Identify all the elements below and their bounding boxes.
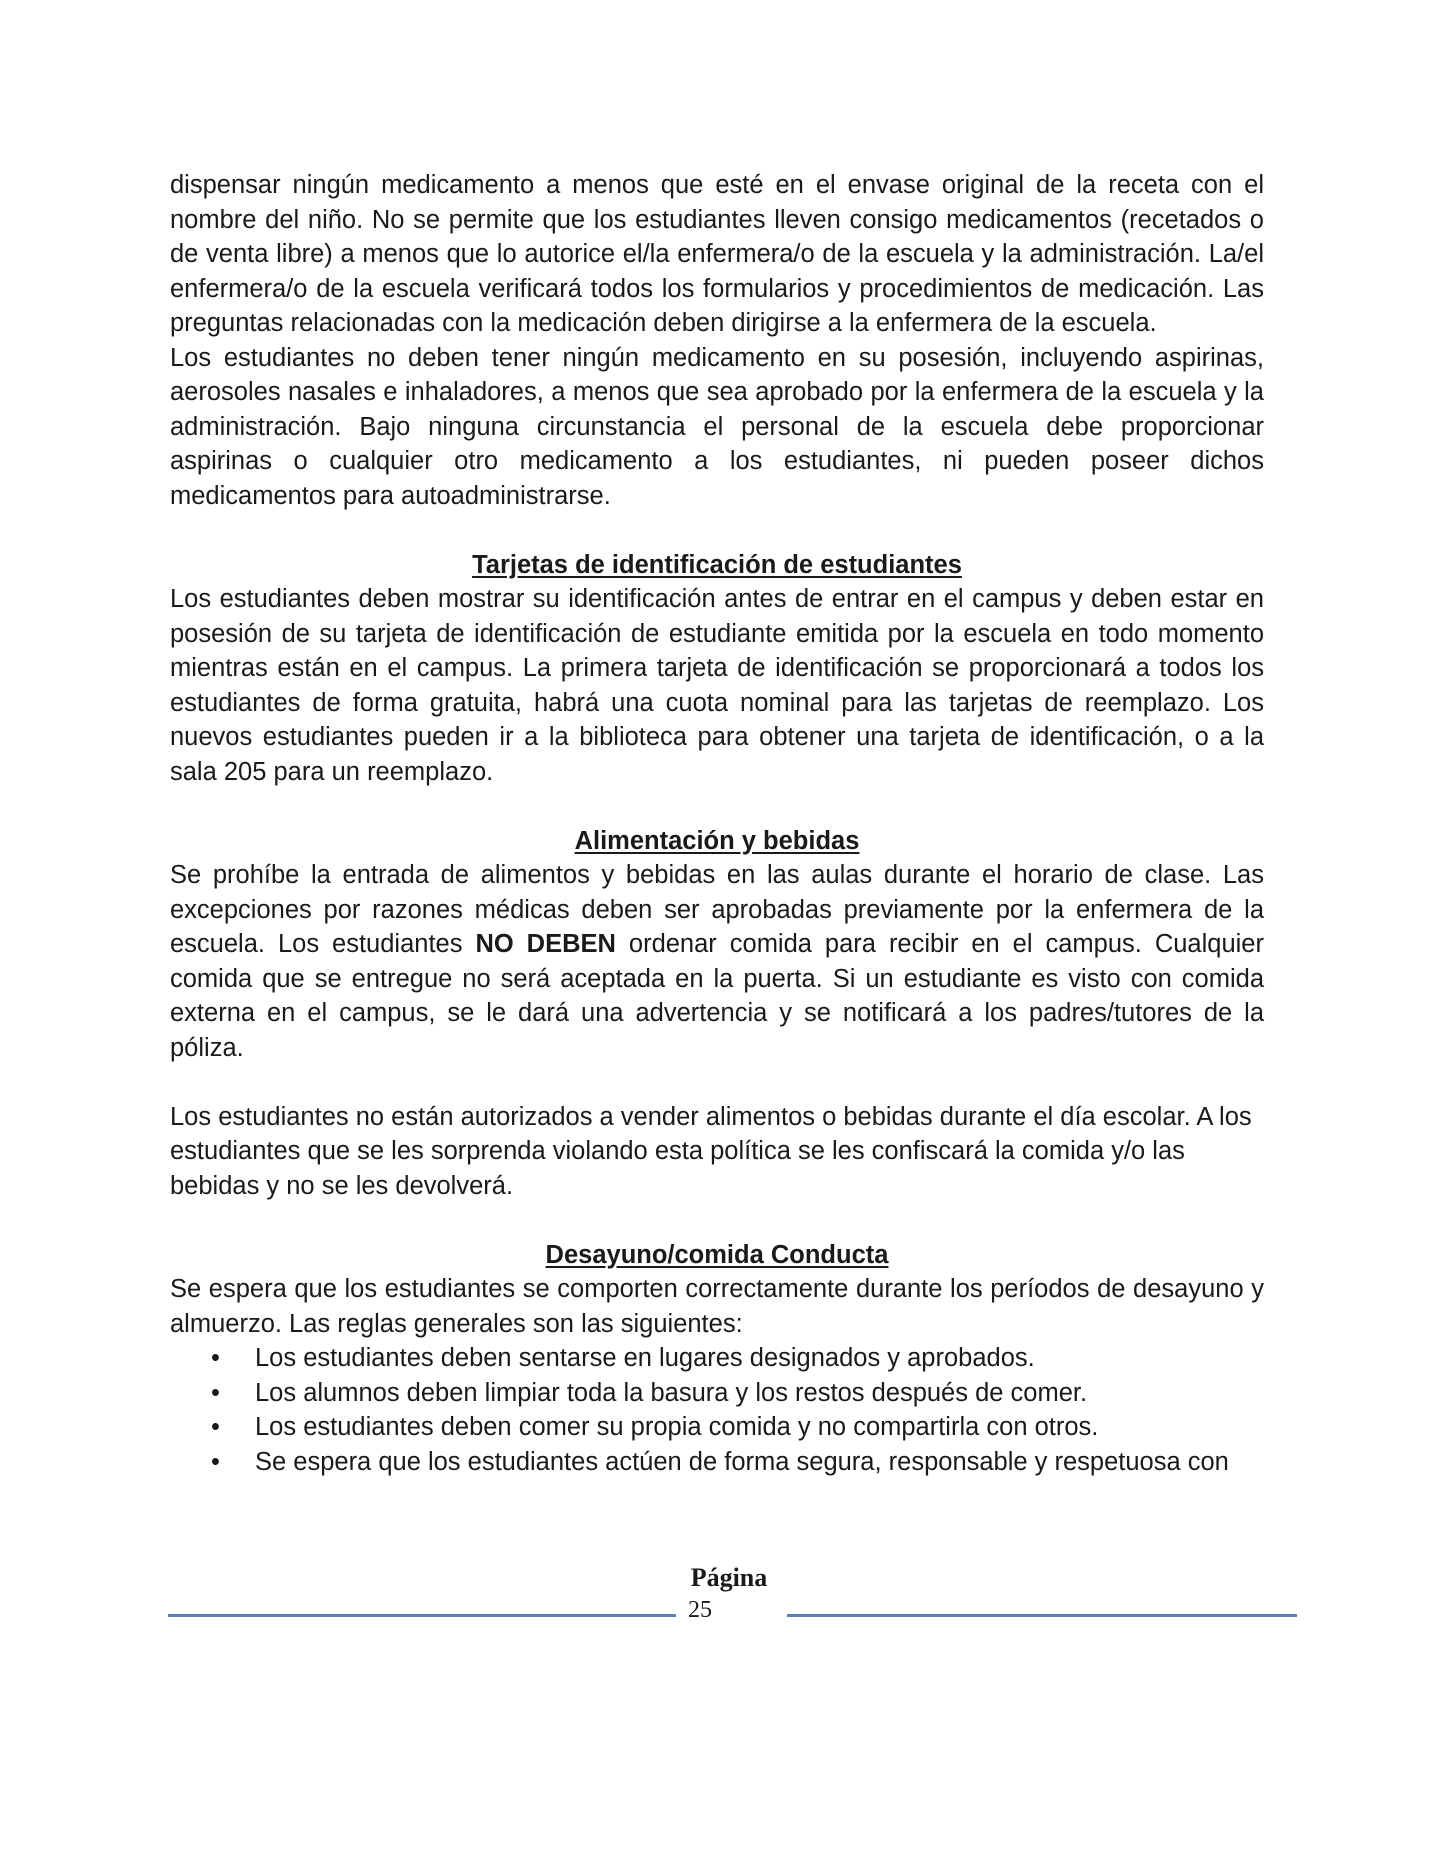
conduct-heading: Desayuno/comida Conducta — [545, 1240, 889, 1269]
spacer — [170, 513, 1264, 548]
list-item-text: Los estudiantes deben comer su propia comida y no compartirla con otros. — [255, 1413, 1099, 1441]
footer-rule-left — [168, 1614, 676, 1617]
list-item-text: Se espera que los estudiantes actúen de forma segura, responsable y respetuosa con — [255, 1447, 1229, 1476]
food-heading: Alimentación y bebidas — [574, 826, 860, 855]
spacer — [170, 1065, 1264, 1100]
bullet-icon: • — [211, 1447, 220, 1476]
bullet-icon: • — [211, 1378, 220, 1407]
footer-rule-right — [787, 1614, 1297, 1617]
conduct-rules-list — [170, 1341, 1264, 1479]
food-paragraph-2: Los estudiantes no están autorizados a vender alimentos o bebidas durante el día escolar. A los estudiantes que se les sorprenda violando esta política se les confiscará la comida y/o las bebidas y no se les devolverá. — [170, 1102, 1252, 1200]
bullet-icon: • — [211, 1413, 220, 1441]
id-cards-heading: Tarjetas de identificación de estudiantes — [472, 550, 962, 579]
list-item — [170, 1376, 1264, 1411]
no-deben-emphasis: NO DEBEN — [475, 930, 616, 958]
page-body — [170, 168, 1264, 1479]
footer-page-number: 25 — [688, 1597, 712, 1623]
footer-page-label: Página — [690, 1563, 768, 1592]
medication-paragraph-2: Los estudiantes no deben tener ningún medicamento en su posesión, incluyendo aspirinas, aerosoles nasales e inhaladores, a menos que sea aprobado por la enfermera de la escuela y la administración. Bajo ninguna circunstancia el personal de la escuela debe proporcionar aspirinas o cualquier otro medicamento a los estudiantes, ni pueden poseer dichos medicamentos para autoadministrarse. — [170, 343, 1264, 510]
medication-paragraph-1: dispensar ningún medicamento a menos que esté en el envase original de la receta con el nombre del niño. No se permite que los estudiantes lleven consigo medicamentos (recetados o de venta libre) a menos que lo autorice el/la enfermera/o de la escuela y la administración. La/el enfermera/o de la escuela verificará todos los formularios y procedimientos de medicación. Las preguntas relacionadas con la medicación deben dirigirse a la enfermera de la escuela. — [170, 171, 1264, 337]
conduct-intro: Se espera que los estudiantes se comporten correctamente durante los períodos de desayuno y almuerzo. Las reglas generales son las siguientes: — [170, 1275, 1264, 1338]
id-cards-paragraph: Los estudiantes deben mostrar su identificación antes de entrar en el campus y deben estar en posesión de su tarjeta de identificación de estudiante emitida por la escuela en todo momento mientras están en el campus. La primera tarjeta de identificación se proporcionará a todos los estudiantes de forma gratuita, habrá una cuota nominal para las tarjetas de reemplazo. Los nuevos estudiantes pueden ir a la biblioteca para obtener una tarjeta de identificación, o a la sala 205 para un reemplazo. — [170, 585, 1264, 786]
bullet-icon: • — [211, 1344, 220, 1372]
spacer — [170, 789, 1264, 824]
list-item — [170, 1410, 1264, 1445]
food-paragraph-1-start: Se prohíbe la entrada de alimentos y bebidas en las aulas durante el horario de clase. Las excepciones por razones médicas deben ser aprobadas previamente por la enfermera de la escuela. Los estudiantes — [170, 861, 1264, 958]
list-item — [170, 1445, 1264, 1480]
list-item — [170, 1341, 1264, 1376]
list-item-text: Los estudiantes deben sentarse en lugares designados y aprobados. — [255, 1344, 1035, 1372]
list-item-text: Los alumnos deben limpiar toda la basura y los restos después de comer. — [255, 1378, 1088, 1407]
food-paragraph-1 — [170, 858, 1264, 1065]
food-paragraph-1-end: ordenar comida para recibir en el campus. Cualquier comida que se entregue no será aceptada en la puerta. Si un estudiante es visto con comida externa en el campus, se le dará una advertencia y se notificará a los padres/tutores de la póliza. — [170, 930, 1264, 1062]
spacer — [170, 1203, 1264, 1238]
